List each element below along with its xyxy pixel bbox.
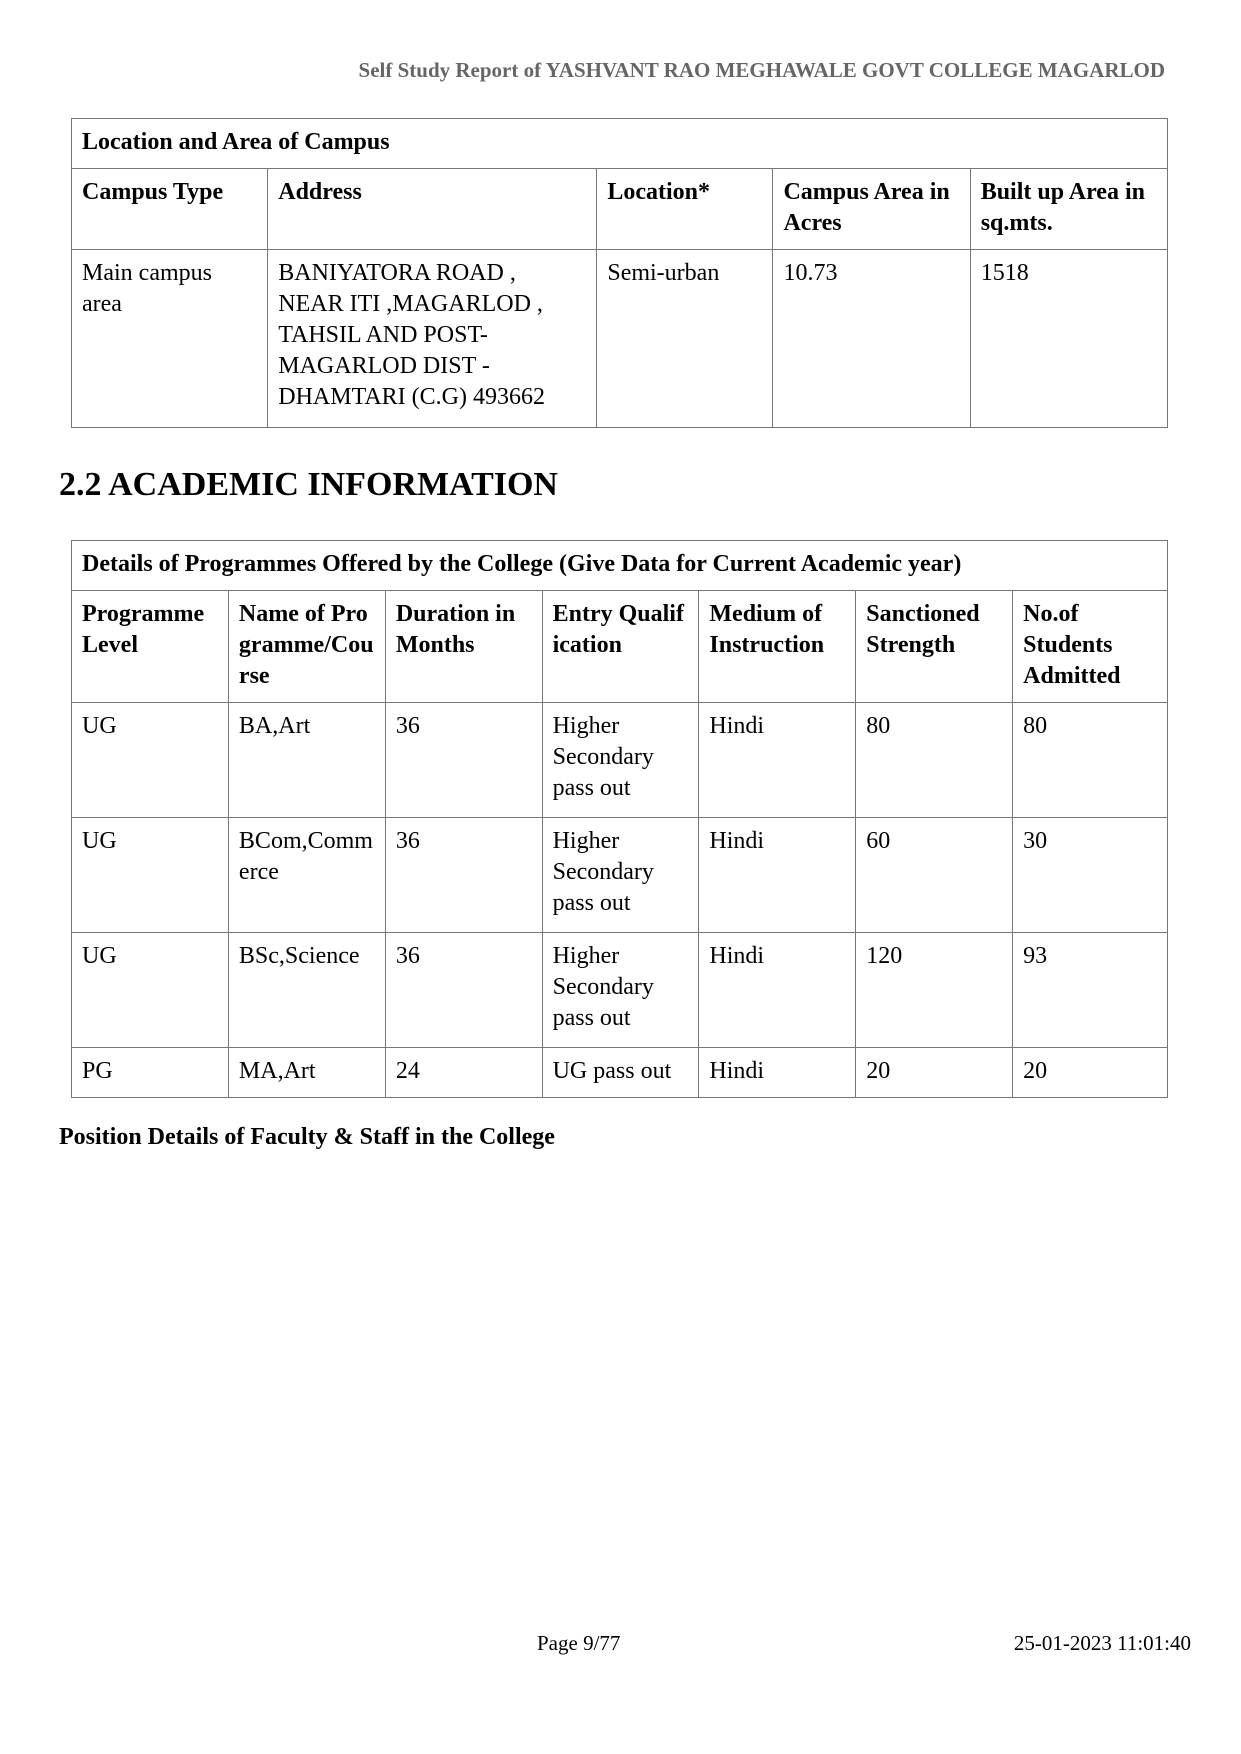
table-cell: PG: [72, 1048, 229, 1098]
column-header: Campus Type: [72, 169, 268, 250]
table-cell: 36: [385, 818, 542, 933]
campus-table-caption: Location and Area of Campus: [72, 119, 1168, 169]
column-header: Entry Qualification: [542, 591, 699, 703]
column-header: Campus Area in Acres: [773, 169, 970, 250]
column-header: Location*: [597, 169, 773, 250]
column-header: Programme Level: [72, 591, 229, 703]
table-cell: Higher Secondary pass out: [542, 818, 699, 933]
page-number: Page 9/77: [537, 1631, 621, 1655]
campus-table-header: [72, 169, 1168, 250]
table-cell: BSc,Science: [228, 933, 385, 1048]
table-cell: BCom,Commerce: [228, 818, 385, 933]
table-row: [72, 818, 1168, 933]
table-row: [72, 1048, 1168, 1098]
report-header: Self Study Report of YASHVANT RAO MEGHAWALE GOVT COLLEGE MAGARLOD: [358, 58, 1165, 82]
programmes-table-caption: Details of Programmes Offered by the College (Give Data for Current Academic year): [72, 541, 1168, 591]
section-heading: 2.2 ACADEMIC INFORMATION: [59, 466, 558, 503]
timestamp: 25-01-2023 11:01:40: [1013, 1631, 1191, 1655]
table-cell: 80: [1013, 703, 1168, 818]
table-cell: Hindi: [699, 818, 856, 933]
column-header: Name of Programme/Course: [228, 591, 385, 703]
column-header: No.of Students Admitted: [1013, 591, 1168, 703]
table-cell: UG: [72, 818, 229, 933]
table-cell: Higher Secondary pass out: [542, 933, 699, 1048]
campus-table: [71, 118, 1168, 428]
table-cell: Hindi: [699, 933, 856, 1048]
table-row: [72, 250, 1168, 428]
table-cell: 1518: [970, 250, 1167, 428]
programmes-table-header: [72, 591, 1168, 703]
table-cell: 93: [1013, 933, 1168, 1048]
table-cell: 120: [856, 933, 1013, 1048]
table-cell: 10.73: [773, 250, 970, 428]
table-cell: 60: [856, 818, 1013, 933]
table-cell: UG pass out: [542, 1048, 699, 1098]
column-header: Sanctioned Strength: [856, 591, 1013, 703]
table-cell: Hindi: [699, 703, 856, 818]
table-cell: 24: [385, 1048, 542, 1098]
column-header: Duration in Months: [385, 591, 542, 703]
table-cell: 30: [1013, 818, 1168, 933]
table-cell: Main campus area: [72, 250, 268, 428]
table-cell: UG: [72, 703, 229, 818]
column-header: Built up Area in sq.mts.: [970, 169, 1167, 250]
table-cell: 80: [856, 703, 1013, 818]
table-cell: 36: [385, 933, 542, 1048]
table-cell: Semi-urban: [597, 250, 773, 428]
table-cell: UG: [72, 933, 229, 1048]
table-row: [72, 703, 1168, 818]
table-cell: 36: [385, 703, 542, 818]
column-header: Medium of Instruction: [699, 591, 856, 703]
position-details-heading: Position Details of Faculty & Staff in the College: [59, 1124, 555, 1150]
programmes-table: [71, 540, 1168, 1098]
table-cell: BA,Art: [228, 703, 385, 818]
table-cell: 20: [856, 1048, 1013, 1098]
table-cell: BANIYATORA ROAD , NEAR ITI ,MAGARLOD , TAHSIL AND POST-MAGARLOD DIST - DHAMTARI (C.G) 493662: [268, 250, 597, 428]
table-cell: 20: [1013, 1048, 1168, 1098]
table-cell: MA,Art: [228, 1048, 385, 1098]
column-header: Address: [268, 169, 597, 250]
table-row: [72, 933, 1168, 1048]
table-cell: Higher Secondary pass out: [542, 703, 699, 818]
table-cell: Hindi: [699, 1048, 856, 1098]
